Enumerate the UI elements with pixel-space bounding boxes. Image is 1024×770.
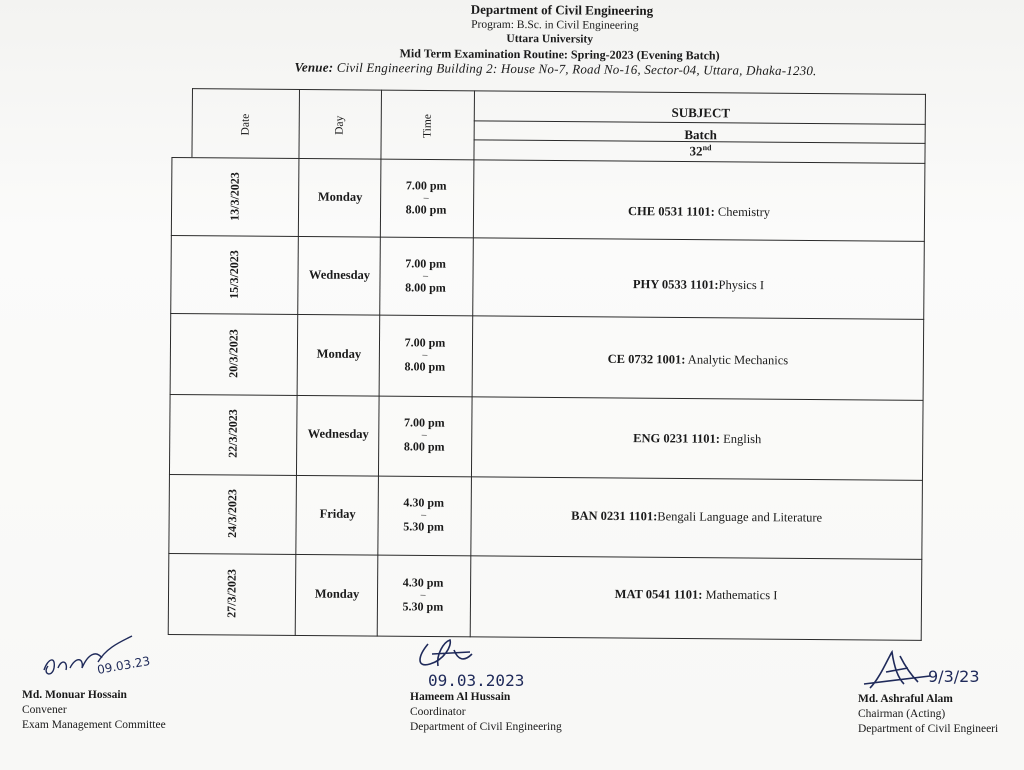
row-time: 7.00 pm – 8.00 pm bbox=[405, 178, 447, 217]
header-batch: Batch bbox=[684, 127, 717, 143]
row-day: Monday bbox=[317, 189, 363, 204]
venue-text: Civil Engineering Building 2: House No-7, Road No-16, Sector-04, Uttara, Dhaka-1230. bbox=[333, 59, 817, 79]
department-title: Department of Civil Engineering bbox=[470, 1, 654, 18]
row-date: 13/3/2023 bbox=[227, 172, 242, 221]
row-date: 27/3/2023 bbox=[224, 569, 239, 618]
row-day: Wednesday bbox=[307, 426, 369, 442]
header-batch-number: 32nd bbox=[689, 143, 712, 159]
chairman-name: Md. Ashraful Alam bbox=[858, 693, 953, 705]
coordinator-role: Coordinator bbox=[410, 706, 466, 718]
document-header bbox=[0, 0, 1024, 79]
program-line: Program: B.Sc. in Civil Engineering bbox=[471, 18, 639, 32]
row-subject: MAT 0541 1101: Mathematics I bbox=[614, 586, 778, 603]
row-divider bbox=[168, 553, 922, 560]
convener-org: Exam Management Committee bbox=[22, 719, 166, 731]
row-subject: CHE 0531 1101: Chemistry bbox=[627, 204, 771, 220]
chairman-signature bbox=[860, 648, 990, 694]
convener-name: Md. Monuar Hossain bbox=[22, 689, 127, 701]
coordinator-signature bbox=[410, 636, 560, 692]
convener-signature bbox=[36, 628, 156, 686]
row-date: 20/3/2023 bbox=[226, 329, 241, 378]
row-date: 22/3/2023 bbox=[225, 409, 240, 458]
table-border-top bbox=[192, 88, 926, 95]
header-day: Day bbox=[333, 115, 346, 135]
chairman-role: Chairman (Acting) bbox=[858, 708, 946, 720]
routine-table bbox=[168, 88, 926, 640]
header-date: Date bbox=[239, 113, 252, 136]
row-date: 24/3/2023 bbox=[224, 489, 240, 538]
convener-role: Convener bbox=[22, 704, 67, 716]
row-subject: CE 0732 1001: Analytic Mechanics bbox=[607, 351, 789, 368]
row-time: 4.30 pm – 5.30 pm bbox=[403, 495, 445, 534]
row-time: 7.00 pm – 8.00 pm bbox=[404, 335, 446, 374]
coordinator-handwritten-date: 09.03.2023 bbox=[428, 671, 525, 690]
coordinator-name: Hameem Al Hussain bbox=[410, 691, 511, 703]
chairman-org: Department of Civil Engineeri bbox=[858, 723, 999, 735]
convener-handwritten-date: 09.03.23 bbox=[96, 653, 152, 677]
coordinator-org: Department of Civil Engineering bbox=[410, 721, 562, 733]
row-time: 7.00 pm – 8.00 pm bbox=[405, 256, 447, 295]
row-subject: ENG 0231 1101: English bbox=[633, 431, 762, 447]
row-day: Monday bbox=[314, 586, 360, 601]
row-subject: PHY 0533 1101:Physics I bbox=[632, 277, 765, 293]
table-border-left bbox=[168, 157, 173, 634]
row-divider bbox=[170, 394, 924, 401]
chairman-handwritten-date: 9/3/23 bbox=[928, 667, 980, 686]
exam-title: Mid Term Examination Routine: Spring-2023 (Evening Batch) bbox=[399, 46, 720, 63]
row-time: 4.30 pm – 5.30 pm bbox=[402, 575, 444, 614]
table-border-left-top bbox=[191, 88, 193, 157]
row-day: Wednesday bbox=[308, 267, 371, 283]
row-day: Monday bbox=[316, 346, 362, 361]
university-name: Uttara University bbox=[506, 32, 594, 46]
row-divider bbox=[171, 235, 925, 242]
header-subject: SUBJECT bbox=[671, 104, 731, 121]
row-divider bbox=[169, 474, 923, 481]
venue-label: Venue: bbox=[294, 59, 334, 75]
signature-block-coordinator bbox=[410, 690, 562, 735]
row-divider bbox=[170, 313, 924, 320]
row-subject: BAN 0231 1101:Bengali Language and Literature bbox=[571, 508, 823, 525]
row-time: 7.00 pm – 8.00 pm bbox=[403, 415, 445, 454]
row-date: 15/3/2023 bbox=[226, 250, 242, 299]
signature-block-convener bbox=[22, 688, 166, 733]
signature-block-chairman bbox=[858, 692, 998, 737]
header-time: Time bbox=[421, 114, 434, 138]
row-day: Friday bbox=[319, 506, 356, 521]
